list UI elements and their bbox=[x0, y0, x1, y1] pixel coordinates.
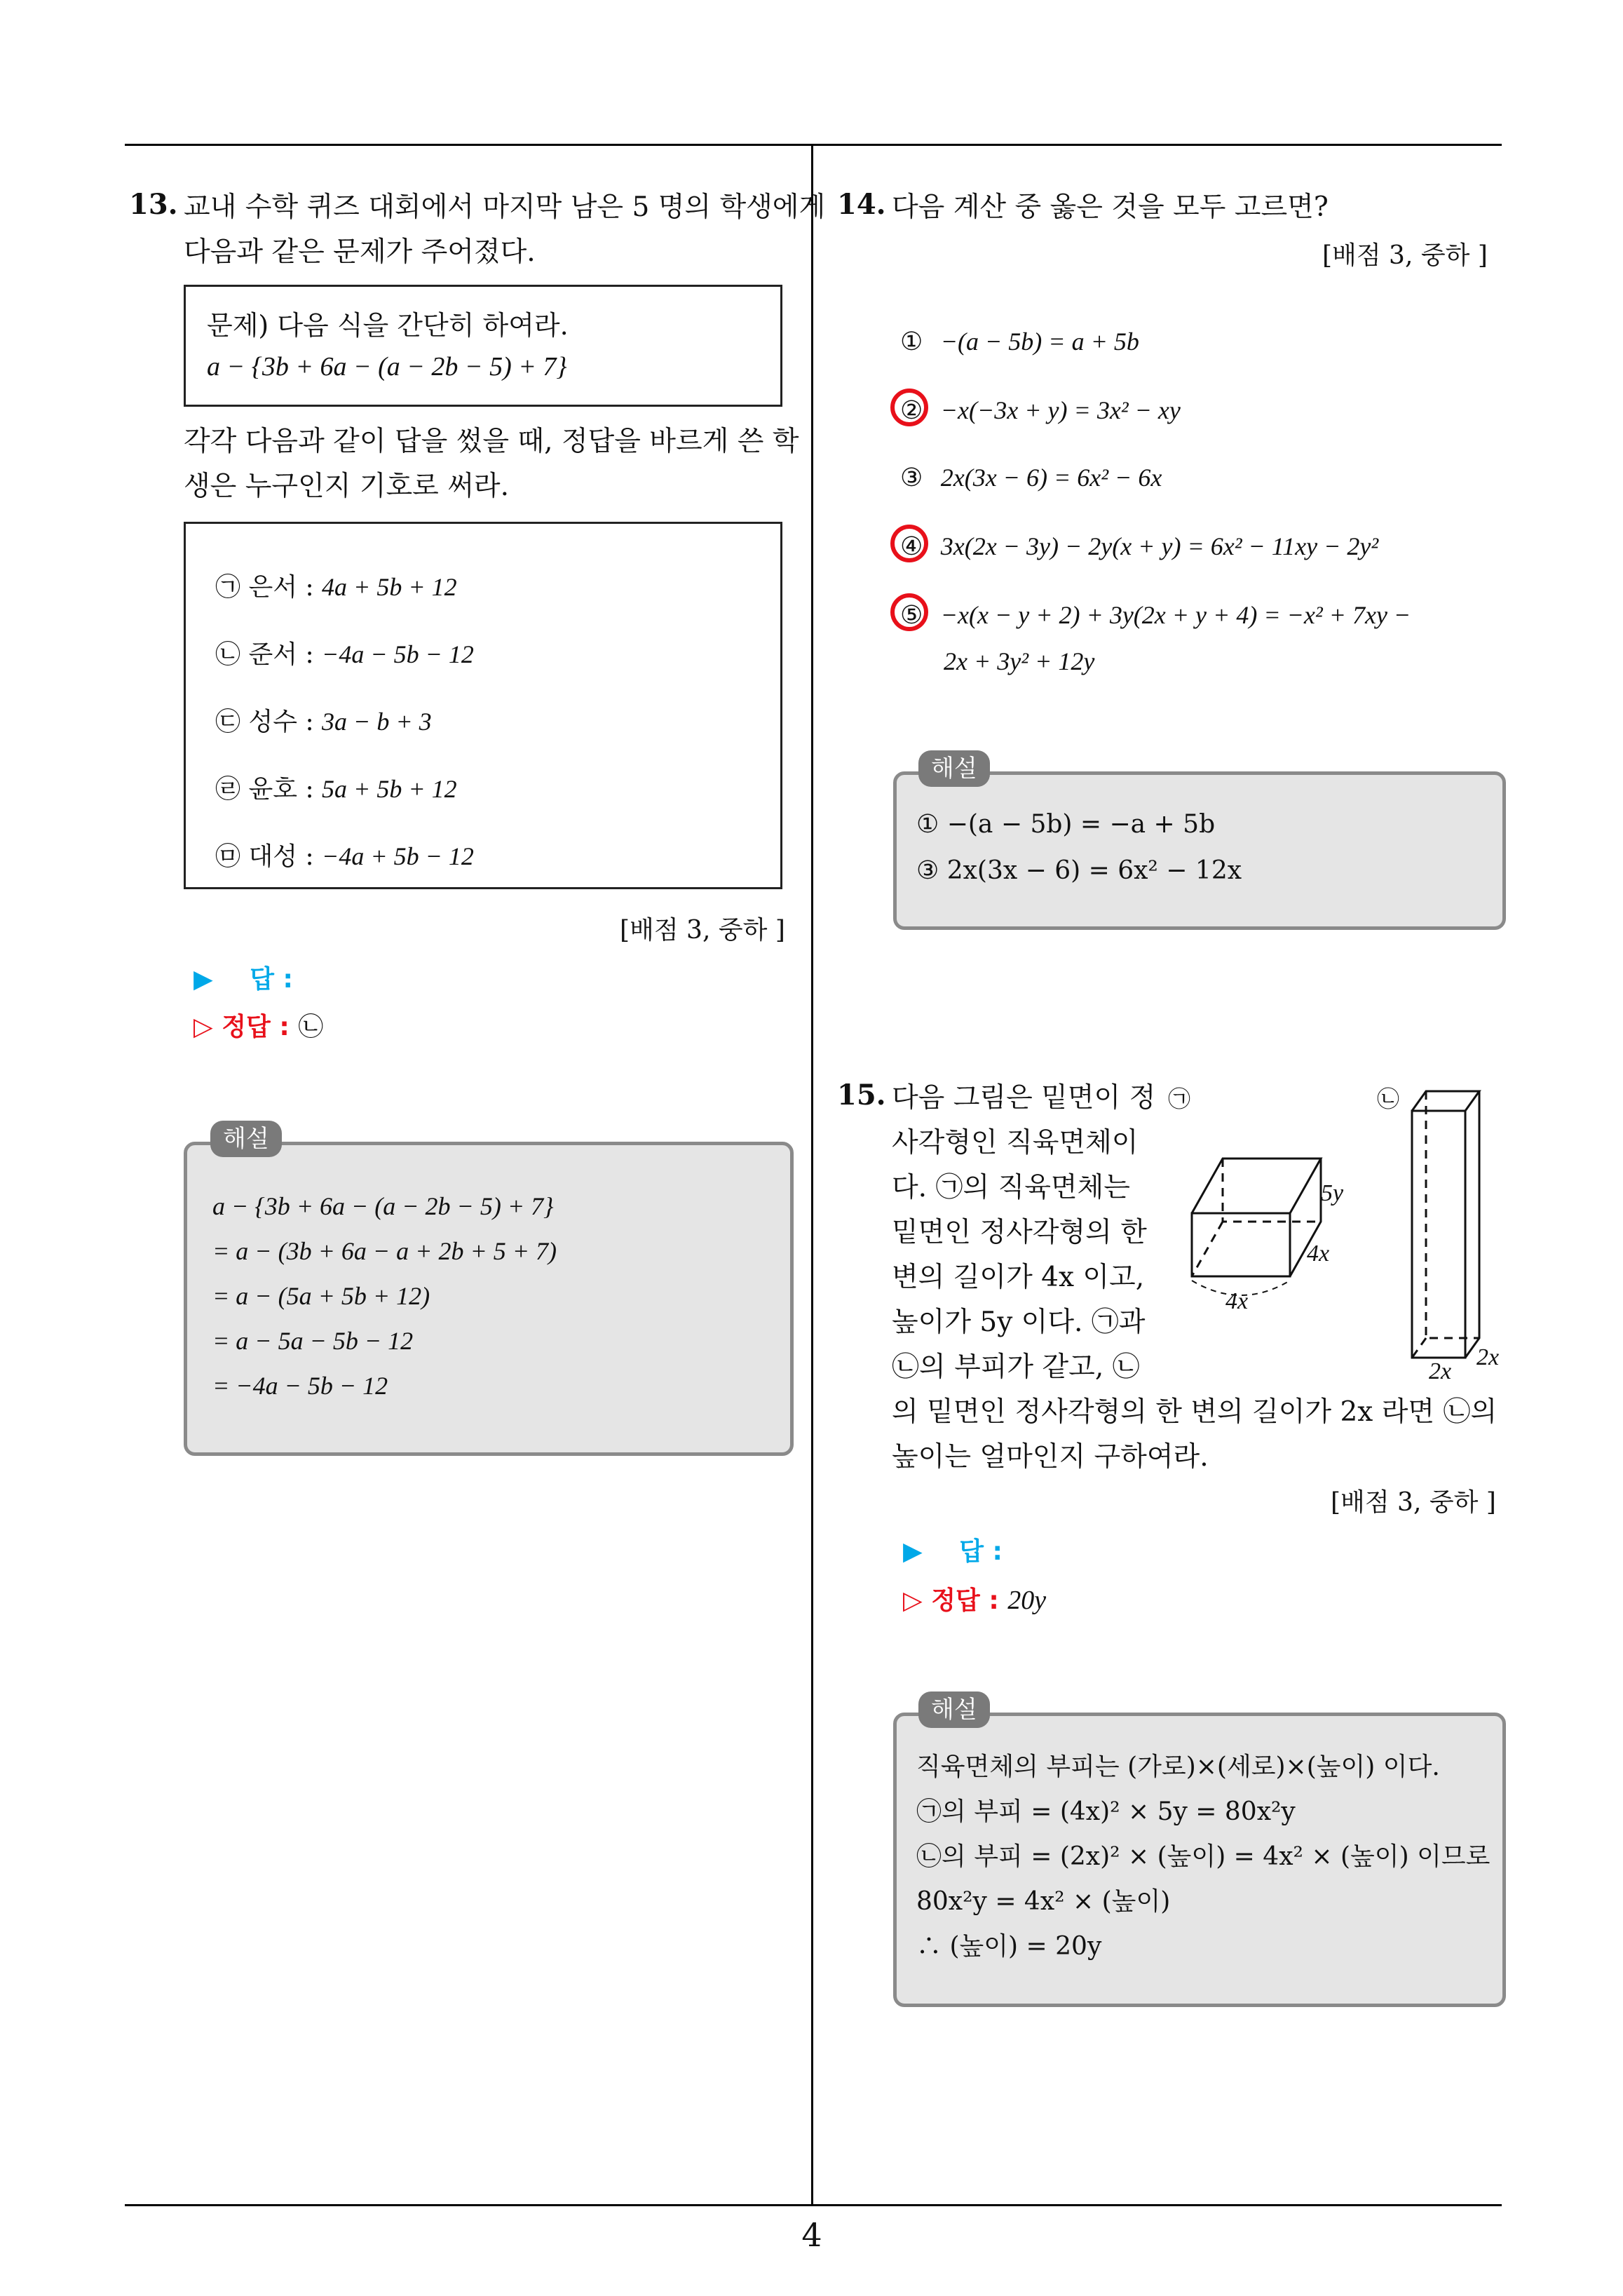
answer-mark: ㉤ bbox=[215, 842, 241, 871]
solution-line: ㉠의 부피 = (4x)² × 5y = 80x²y bbox=[916, 1797, 1296, 1826]
student-name: 윤호 bbox=[248, 775, 298, 804]
correct-value: 20y bbox=[1007, 1586, 1047, 1615]
question-number: 14. bbox=[837, 188, 886, 221]
option-expression: 3x(2x − 3y) − 2y(x + y) = 6x² − 11xy − 2y² bbox=[940, 532, 1379, 560]
solution-line: 80x²y = 4x² × (높이) bbox=[916, 1887, 1171, 1916]
problem-expression: a − {3b + 6a − (a − 2b − 5) + 7} bbox=[207, 352, 567, 381]
question-text: 변의 길이가 4x 이고, bbox=[892, 1262, 1145, 1293]
label-b-depth: 2x bbox=[1476, 1344, 1500, 1370]
column-divider bbox=[811, 144, 813, 2206]
question-text: 다. ㉠의 직육면체는 bbox=[892, 1172, 1130, 1203]
score-label: [배점 3, 중하 ] bbox=[1331, 1488, 1496, 1517]
solution-tag: 해설 bbox=[210, 1121, 282, 1157]
option-5 bbox=[900, 600, 1411, 630]
score-label: [배점 3, 중하 ] bbox=[1322, 241, 1488, 270]
question-text: 다음 그림은 밑면이 정 bbox=[892, 1082, 1156, 1114]
answer-mark: ㉡ bbox=[215, 640, 241, 669]
cuboid-b bbox=[1412, 1091, 1479, 1358]
filled-triangle-icon: ▶ bbox=[903, 1537, 923, 1566]
solution-line: = a − (3b + 6a − a + 2b + 5 + 7) bbox=[212, 1237, 557, 1265]
label-a-height: 5y bbox=[1321, 1180, 1344, 1206]
answer-expression: 5a + 5b + 12 bbox=[322, 775, 457, 803]
question-text: 다음과 같은 문제가 주어졌다. bbox=[184, 236, 536, 268]
option-3 bbox=[900, 463, 1162, 492]
question-text: 높이는 얼마인지 구하여라. bbox=[892, 1441, 1209, 1473]
answer-expression: 4a + 5b + 12 bbox=[322, 573, 457, 601]
option-5-continuation: 2x + 3y² + 12y bbox=[944, 647, 1095, 675]
solution-line: ③ 2x(3x − 6) = 6x² − 12x bbox=[916, 856, 1242, 885]
answer-row bbox=[193, 959, 293, 995]
option-1 bbox=[900, 327, 1139, 356]
solution-line: = a − (5a + 5b + 12) bbox=[212, 1282, 430, 1310]
solution-line: 직육면체의 부피는 (가로)×(세로)×(높이) 이다. bbox=[916, 1753, 1440, 1781]
student-name: 대성 bbox=[248, 842, 298, 871]
option-expression: −(a − 5b) = a + 5b bbox=[940, 327, 1139, 356]
answer-item: ㉤ 대성 : −4a + 5b − 12 bbox=[215, 842, 474, 871]
solution-line: ① −(a − 5b) = −a + 5b bbox=[916, 810, 1216, 839]
option-2 bbox=[900, 396, 1181, 425]
answer-mark: ㉢ bbox=[215, 708, 241, 736]
option-mark: ⑤ bbox=[900, 601, 923, 630]
solution-box bbox=[893, 771, 1506, 930]
answer-item: ㉣ 윤호 : 5a + 5b + 12 bbox=[215, 775, 457, 804]
option-mark: ② bbox=[900, 396, 923, 425]
answer-expression: −4a + 5b − 12 bbox=[322, 842, 474, 870]
correct-value: ㉡ bbox=[298, 1013, 324, 1041]
answer-label: 답 : bbox=[959, 1537, 1003, 1566]
answer-item: ㉠ 은서 : 4a + 5b + 12 bbox=[215, 573, 457, 602]
solution-line: ㉡의 부피 = (2x)² × (높이) = 4x² × (높이) 이므로 bbox=[916, 1842, 1490, 1871]
student-name: 은서 bbox=[248, 573, 298, 602]
option-mark: ③ bbox=[900, 464, 923, 492]
label-b-width: 2x bbox=[1429, 1358, 1452, 1382]
label-a-depth: 4x bbox=[1307, 1241, 1330, 1267]
correct-label: 정답 : bbox=[931, 1586, 999, 1615]
outline-triangle-icon: ▷ bbox=[193, 1013, 213, 1041]
question-text: ㉡의 부피가 같고, ㉡ bbox=[892, 1351, 1140, 1383]
score-label: [배점 3, 중하 ] bbox=[620, 916, 785, 945]
solution-line: = a − 5a − 5b − 12 bbox=[212, 1327, 414, 1355]
instruction-text: 생은 누구인지 기호로 써라. bbox=[184, 471, 510, 502]
answer-mark: ㉣ bbox=[215, 775, 241, 804]
option-expression: −x(x − y + 2) + 3y(2x + y + 4) = −x² + 7xy − bbox=[940, 601, 1411, 629]
answers-box bbox=[184, 522, 782, 889]
answer-label: 답 : bbox=[250, 965, 293, 994]
answer-mark: ㉠ bbox=[215, 573, 241, 602]
question-text: 사각형인 직육면체이 bbox=[892, 1127, 1139, 1159]
answer-expression: −4a − 5b − 12 bbox=[322, 640, 474, 668]
solution-tag: 해설 bbox=[918, 1691, 990, 1728]
correct-label: 정답 : bbox=[222, 1013, 290, 1041]
page-number: 4 bbox=[801, 2216, 822, 2254]
problem-box bbox=[184, 285, 782, 407]
option-expression: −x(−3x + y) = 3x² − xy bbox=[940, 396, 1181, 424]
solution-box bbox=[893, 1713, 1506, 2007]
question-text: 교내 수학 퀴즈 대회에서 마지막 남은 5 명의 학생에게 bbox=[184, 191, 826, 223]
solution-line: ∴ (높이) = 20y bbox=[916, 1932, 1102, 1961]
instruction-text: 각각 다음과 같이 답을 썼을 때, 정답을 바르게 쓴 학 bbox=[184, 426, 799, 457]
answer-row bbox=[903, 1532, 1003, 1567]
option-expression: 2x(3x − 6) = 6x² − 6x bbox=[940, 464, 1162, 492]
answer-item: ㉡ 준서 : −4a − 5b − 12 bbox=[215, 640, 474, 669]
top-rule bbox=[125, 144, 1502, 146]
question-number: 13. bbox=[129, 188, 178, 221]
question-text: 밑면인 정사각형의 한 bbox=[892, 1217, 1147, 1248]
problem-title: 문제) 다음 식을 간단히 하여라. bbox=[207, 310, 569, 341]
answer-expression: 3a − b + 3 bbox=[322, 708, 432, 736]
cuboid-a bbox=[1192, 1159, 1321, 1295]
correct-answer-row bbox=[903, 1581, 1046, 1616]
answer-item: ㉢ 성수 : 3a − b + 3 bbox=[215, 708, 432, 736]
question-number: 15. bbox=[837, 1079, 886, 1112]
figure-label-b: ㉡ bbox=[1377, 1086, 1400, 1112]
question-text: 높이가 5y 이다. ㉠과 bbox=[892, 1306, 1146, 1338]
student-name: 준서 bbox=[248, 640, 298, 669]
bottom-rule bbox=[125, 2204, 1502, 2206]
correct-answer-row bbox=[193, 1007, 323, 1043]
solution-line: = −4a − 5b − 12 bbox=[212, 1372, 388, 1400]
question-text: 다음 계산 중 옳은 것을 모두 고르면? bbox=[892, 191, 1329, 223]
option-4 bbox=[900, 532, 1378, 561]
label-a-width: 4x bbox=[1225, 1288, 1249, 1314]
filled-triangle-icon: ▶ bbox=[193, 965, 213, 994]
option-mark: ① bbox=[900, 327, 923, 356]
figure-label-a: ㉠ bbox=[1168, 1086, 1191, 1112]
question-text: 의 밑면인 정사각형의 한 변의 길이가 2x 라면 ㉡의 bbox=[892, 1396, 1498, 1428]
outline-triangle-icon: ▷ bbox=[903, 1586, 923, 1615]
student-name: 성수 bbox=[248, 708, 298, 736]
solution-box bbox=[184, 1142, 794, 1456]
solution-tag: 해설 bbox=[918, 750, 990, 787]
solution-line: a − {3b + 6a − (a − 2b − 5) + 7} bbox=[212, 1192, 554, 1220]
option-mark: ④ bbox=[900, 532, 923, 561]
cuboid-figure bbox=[1164, 1073, 1528, 1382]
